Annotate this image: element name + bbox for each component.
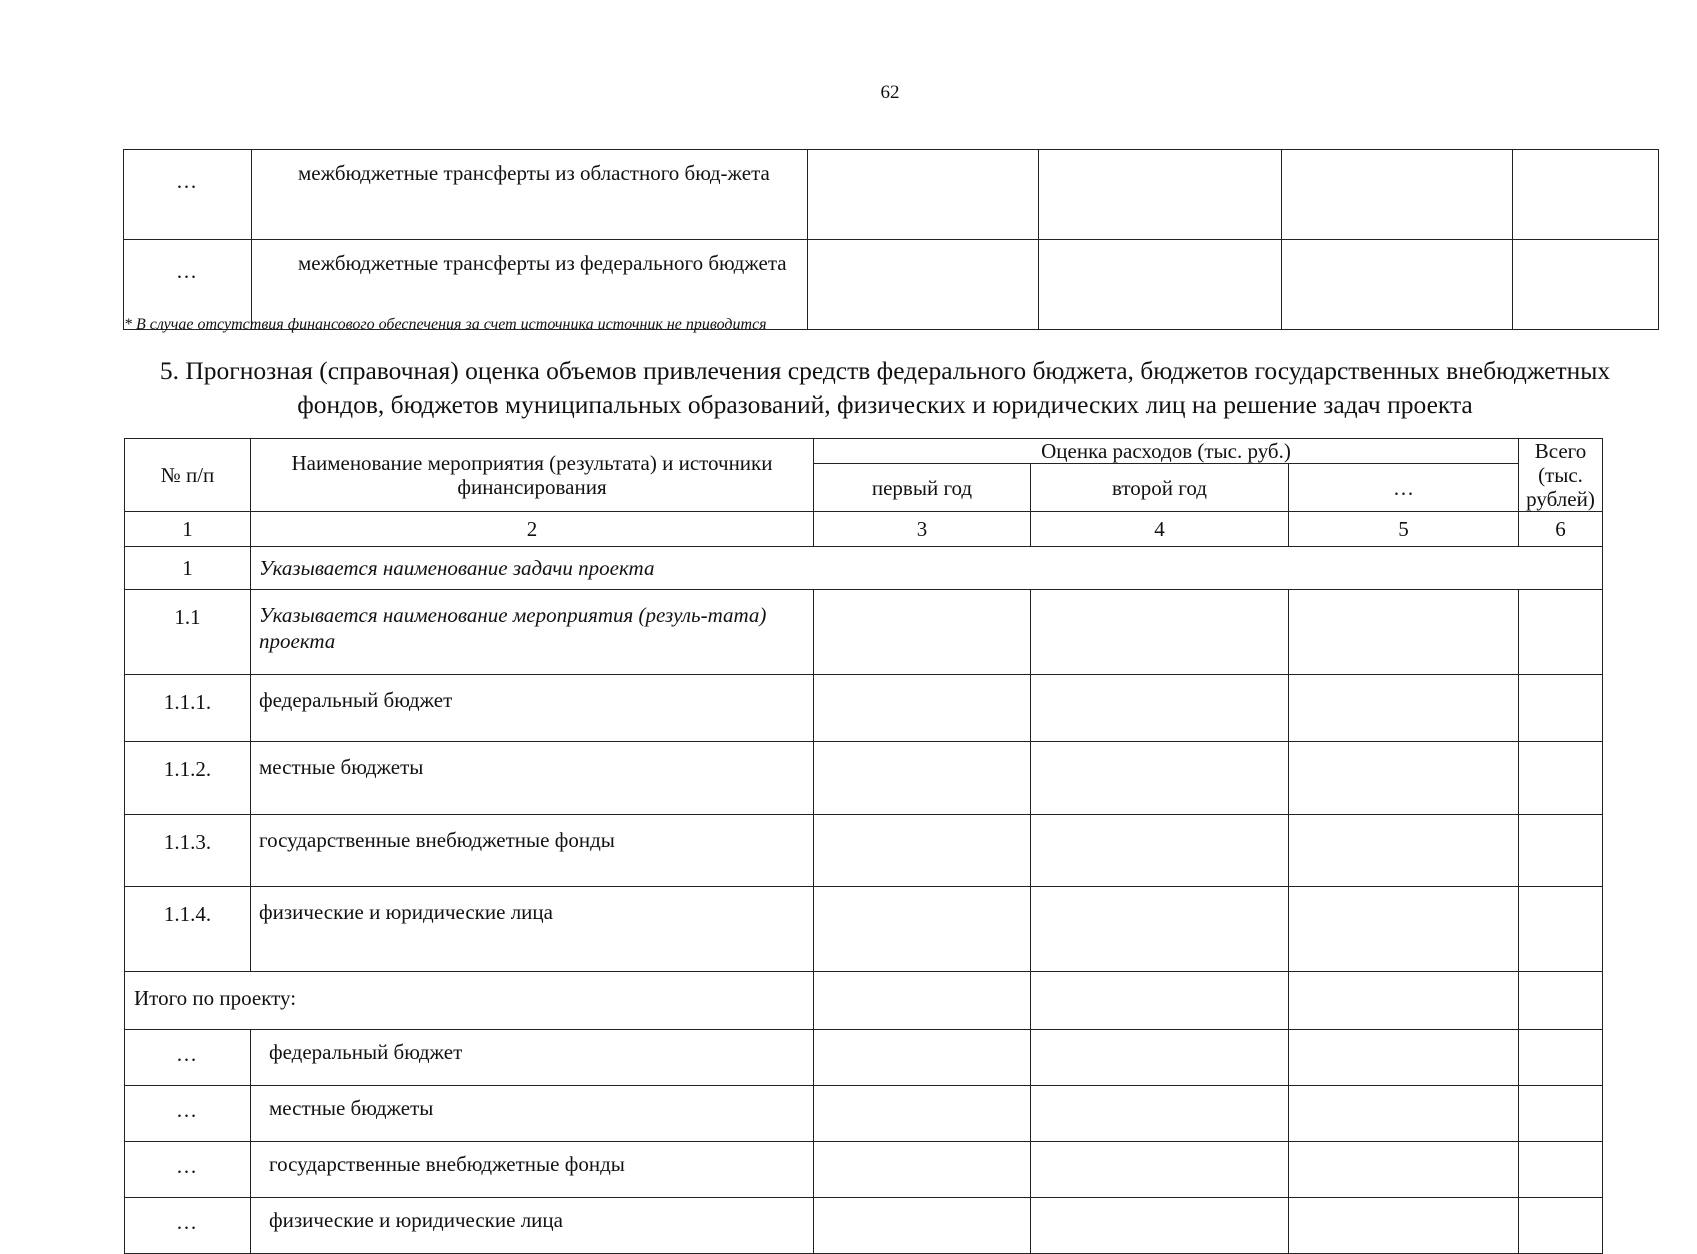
empty-cell bbox=[1513, 150, 1659, 240]
empty-cell bbox=[1289, 590, 1519, 675]
activity-row bbox=[125, 590, 1603, 675]
empty-cell bbox=[1289, 887, 1519, 972]
empty-cell bbox=[1039, 150, 1282, 240]
empty-cell bbox=[1513, 240, 1659, 330]
row-number: 1 bbox=[125, 547, 251, 590]
column-index: 5 bbox=[1289, 512, 1519, 547]
header-row bbox=[125, 439, 1603, 464]
activity-name: Указывается наименование мероприятия (резуль-тата) проекта bbox=[251, 590, 814, 675]
header-num: № п/п bbox=[125, 439, 251, 512]
header-year-more: … bbox=[1289, 464, 1519, 512]
empty-cell bbox=[1519, 1142, 1603, 1198]
source-name: физические и юридические лица bbox=[251, 1198, 814, 1254]
empty-cell bbox=[1289, 1030, 1519, 1086]
row-number: 1.1.3. bbox=[125, 815, 251, 887]
empty-cell bbox=[1031, 972, 1289, 1030]
column-index: 4 bbox=[1031, 512, 1289, 547]
continued-funding-table bbox=[123, 149, 1659, 330]
empty-cell bbox=[814, 815, 1031, 887]
source-name: государственные внебюджетные фонды bbox=[251, 1142, 814, 1198]
empty-cell bbox=[1031, 815, 1289, 887]
header-year2: второй год bbox=[1031, 464, 1289, 512]
source-name: государственные внебюджетные фонды bbox=[251, 815, 814, 887]
funding-estimate-table bbox=[124, 438, 1603, 1254]
total-source-row bbox=[125, 1030, 1603, 1086]
row-number: 1.1.1. bbox=[125, 675, 251, 742]
total-source-row bbox=[125, 1142, 1603, 1198]
task-row bbox=[125, 547, 1603, 590]
empty-cell bbox=[814, 972, 1031, 1030]
total-row bbox=[125, 972, 1603, 1030]
empty-cell bbox=[1289, 972, 1519, 1030]
empty-cell bbox=[814, 742, 1031, 815]
empty-cell bbox=[814, 887, 1031, 972]
empty-cell bbox=[1289, 742, 1519, 815]
empty-cell bbox=[814, 675, 1031, 742]
empty-cell bbox=[1289, 815, 1519, 887]
column-index-row bbox=[125, 512, 1603, 547]
row-number: 1.1.4. bbox=[125, 887, 251, 972]
empty-cell bbox=[814, 1030, 1031, 1086]
header-total: Всего (тыс. рублей) bbox=[1519, 439, 1603, 512]
source-row bbox=[125, 887, 1603, 972]
empty-cell bbox=[1031, 1142, 1289, 1198]
source-row bbox=[125, 675, 1603, 742]
footnote: * В случае отсутствия финансового обеспечения за счет источника источник не приводится bbox=[124, 316, 767, 333]
column-index: 3 bbox=[814, 512, 1031, 547]
source-name: федеральный бюджет bbox=[251, 1030, 814, 1086]
empty-cell bbox=[1519, 887, 1603, 972]
empty-cell bbox=[1039, 240, 1282, 330]
total-source-row bbox=[125, 1198, 1603, 1254]
column-index: 6 bbox=[1519, 512, 1603, 547]
empty-cell bbox=[1282, 240, 1513, 330]
empty-cell bbox=[1519, 1086, 1603, 1142]
source-name: местные бюджеты bbox=[251, 742, 814, 815]
empty-cell bbox=[1031, 1198, 1289, 1254]
table-row bbox=[124, 150, 1659, 240]
row-number: 1.1 bbox=[125, 590, 251, 675]
empty-cell bbox=[1031, 675, 1289, 742]
empty-cell bbox=[1289, 1142, 1519, 1198]
column-index: 1 bbox=[125, 512, 251, 547]
source-name: федеральный бюджет bbox=[251, 675, 814, 742]
empty-cell bbox=[1031, 742, 1289, 815]
source-row bbox=[125, 815, 1603, 887]
empty-cell bbox=[1519, 675, 1603, 742]
empty-cell bbox=[1289, 675, 1519, 742]
section-heading: 5. Прогнозная (справочная) оценка объемов привлечения средств федерального бюджета, бюджетов государственных внебюджетных фондов, бюджетов муниципальных образований, физических и юридических лиц на решение задач проекта bbox=[159, 356, 1611, 419]
empty-cell bbox=[814, 590, 1031, 675]
row-name: межбюджетные трансферты из областного бюд-жета bbox=[252, 150, 808, 240]
page-number: 62 bbox=[880, 82, 900, 103]
header-year1: первый год bbox=[814, 464, 1031, 512]
row-number: … bbox=[125, 1198, 251, 1254]
empty-cell bbox=[1289, 1198, 1519, 1254]
empty-cell bbox=[1031, 1086, 1289, 1142]
row-number: … bbox=[125, 1142, 251, 1198]
row-number: … bbox=[125, 1086, 251, 1142]
total-source-row bbox=[125, 1086, 1603, 1142]
empty-cell bbox=[814, 1142, 1031, 1198]
empty-cell bbox=[1519, 1198, 1603, 1254]
empty-cell bbox=[1519, 815, 1603, 887]
empty-cell bbox=[808, 240, 1039, 330]
empty-cell bbox=[1031, 1030, 1289, 1086]
source-name: физические и юридические лица bbox=[251, 887, 814, 972]
column-index: 2 bbox=[251, 512, 814, 547]
empty-cell bbox=[1282, 150, 1513, 240]
empty-cell bbox=[1519, 590, 1603, 675]
header-name: Наименование мероприятия (результата) и источники финансирования bbox=[251, 439, 814, 512]
empty-cell bbox=[808, 150, 1039, 240]
empty-cell bbox=[814, 1198, 1031, 1254]
row-number: 1.1.2. bbox=[125, 742, 251, 815]
empty-cell bbox=[1519, 742, 1603, 815]
row-number: … bbox=[125, 1030, 251, 1086]
empty-cell bbox=[1289, 1086, 1519, 1142]
header-estimate: Оценка расходов (тыс. руб.) bbox=[814, 439, 1519, 464]
empty-cell bbox=[1519, 1030, 1603, 1086]
empty-cell bbox=[814, 1086, 1031, 1142]
total-label: Итого по проекту: bbox=[125, 972, 814, 1030]
row-number: … bbox=[124, 150, 252, 240]
row-name: межбюджетные трансферты из федерального бюджета bbox=[252, 240, 808, 330]
source-row bbox=[125, 742, 1603, 815]
empty-cell bbox=[1519, 972, 1603, 1030]
row-number: … bbox=[124, 240, 252, 330]
task-name: Указывается наименование задачи проекта bbox=[251, 547, 1603, 590]
empty-cell bbox=[1031, 590, 1289, 675]
source-name: местные бюджеты bbox=[251, 1086, 814, 1142]
empty-cell bbox=[1031, 887, 1289, 972]
